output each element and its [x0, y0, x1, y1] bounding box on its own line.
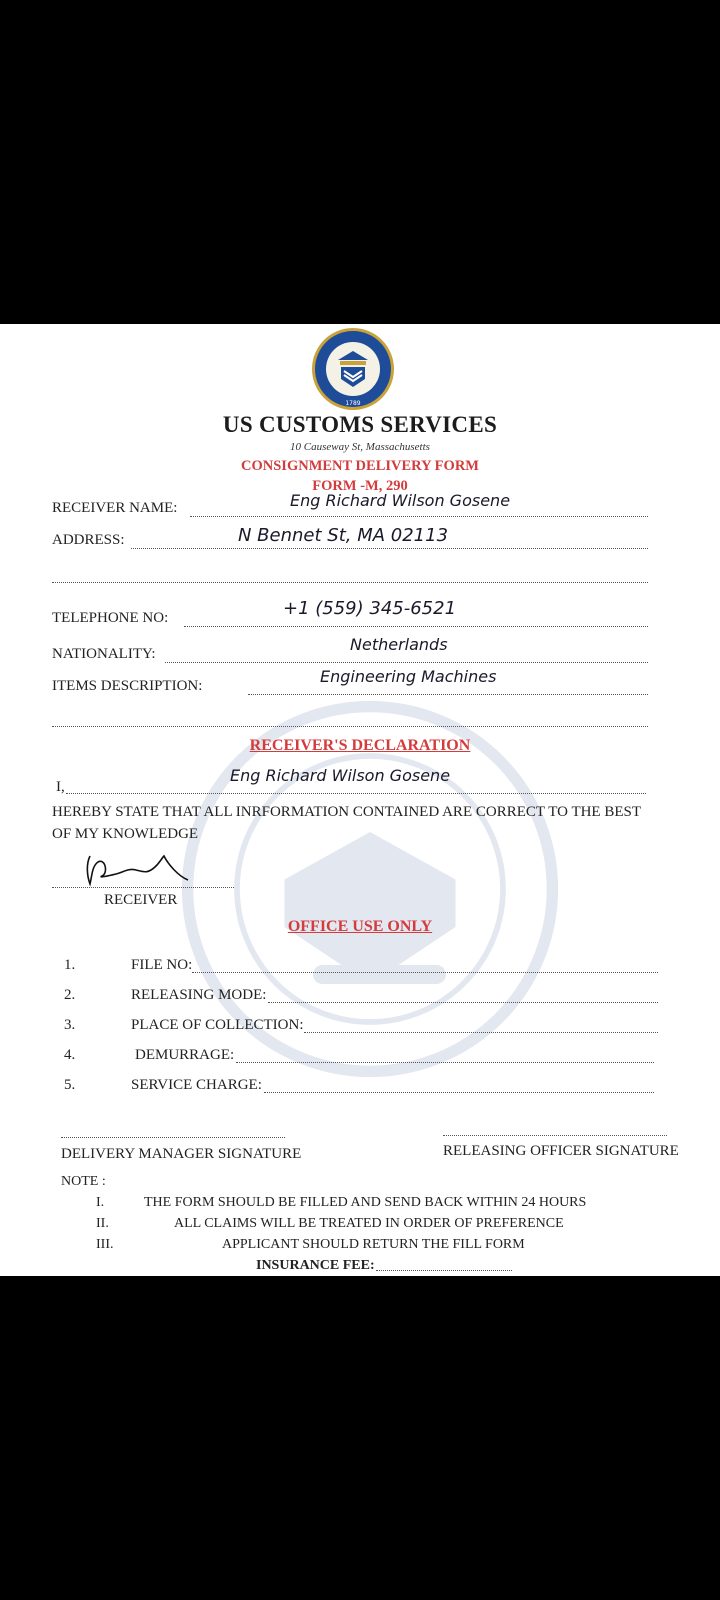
office-item-4-label: DEMURRAGE: [135, 1047, 235, 1063]
nationality-value: Netherlands [350, 635, 448, 654]
office-item-2-number: 2. [64, 987, 76, 1003]
address-label: ADDRESS: [52, 532, 125, 548]
agency-address: 10 Causeway St, Massachusetts [290, 441, 430, 453]
customs-seal-icon [311, 327, 395, 411]
delivery-manager-signature-line [61, 1137, 285, 1138]
releasing-officer-signature-line [443, 1135, 667, 1136]
releasing-officer-signature-caption: RELEASING OFFICER SIGNATURE [443, 1143, 679, 1159]
telephone-line [184, 626, 648, 627]
office-use-only-heading: OFFICE USE ONLY [287, 918, 433, 935]
delivery-manager-signature-caption: DELIVERY MANAGER SIGNATURE [61, 1146, 302, 1162]
office-item-5-number: 5. [64, 1077, 76, 1093]
receiver-name-value: Eng Richard Wilson Gosene [290, 491, 511, 510]
agency-title: US CUSTOMS SERVICES [222, 412, 498, 437]
office-item-2-label: RELEASING MODE: [131, 987, 267, 1003]
note-1-text: THE FORM SHOULD BE FILLED AND SEND BACK WITHIN 24 HOURS [144, 1195, 587, 1210]
office-item-1-number: 1. [64, 957, 76, 973]
office-item-4-number: 4. [64, 1047, 76, 1063]
note-heading: NOTE : [61, 1174, 106, 1189]
office-item-2-line [268, 1002, 658, 1003]
items-description-value: Engineering Machines [320, 667, 497, 686]
form-number: FORM -M, 290 [312, 478, 408, 494]
receiver-signature-line [52, 887, 234, 888]
note-3-number: III. [96, 1237, 114, 1252]
declaration-i-label: I, [56, 779, 65, 795]
items-description-line-2 [52, 726, 648, 727]
items-description-line [248, 694, 648, 695]
receiver-signature-caption: RECEIVER [104, 892, 178, 908]
nationality-label: NATIONALITY: [52, 646, 156, 662]
receiver-signature-icon [78, 850, 193, 890]
svg-text:1789: 1789 [345, 400, 361, 407]
office-item-3-number: 3. [64, 1017, 76, 1033]
nationality-line [165, 662, 648, 663]
office-item-4-line [236, 1062, 654, 1063]
consignment-form-document [0, 324, 720, 1276]
office-item-5-label: SERVICE CHARGE: [131, 1077, 262, 1093]
items-description-label: ITEMS DESCRIPTION: [52, 678, 203, 694]
note-1-number: I. [96, 1195, 105, 1210]
declaration-name-value: Eng Richard Wilson Gosene [230, 766, 451, 785]
form-title: CONSIGNMENT DELIVERY FORM [241, 458, 479, 474]
office-item-5-line [264, 1092, 654, 1093]
insurance-fee-line [376, 1270, 512, 1271]
receiver-name-line [190, 516, 648, 517]
note-3-text: APPLICANT SHOULD RETURN THE FILL FORM [222, 1237, 525, 1252]
office-item-1-label: FILE NO: [131, 957, 193, 973]
receiver-name-label: RECEIVER NAME: [52, 500, 178, 516]
declaration-statement-line-1: HEREBY STATE THAT ALL INRFORMATION CONTAINED ARE CORRECT TO THE BEST [52, 804, 642, 820]
insurance-fee-label: INSURANCE FEE: [256, 1258, 375, 1273]
declaration-name-line [66, 793, 646, 794]
telephone-value: +1 (559) 345-6521 [283, 598, 457, 619]
address-line-2 [52, 582, 648, 583]
telephone-label: TELEPHONE NO: [52, 610, 169, 626]
office-item-3-label: PLACE OF COLLECTION: [131, 1017, 304, 1033]
declaration-statement-line-2: OF MY KNOWLEDGE [52, 826, 199, 842]
address-value: N Bennet St, MA 02113 [238, 525, 449, 546]
office-item-3-line [304, 1032, 658, 1033]
office-item-1-line [192, 972, 658, 973]
receivers-declaration-heading: RECEIVER'S DECLARATION [249, 737, 471, 754]
address-line [131, 548, 648, 549]
note-2-number: II. [96, 1216, 109, 1231]
note-2-text: ALL CLAIMS WILL BE TREATED IN ORDER OF PREFERENCE [174, 1216, 564, 1231]
